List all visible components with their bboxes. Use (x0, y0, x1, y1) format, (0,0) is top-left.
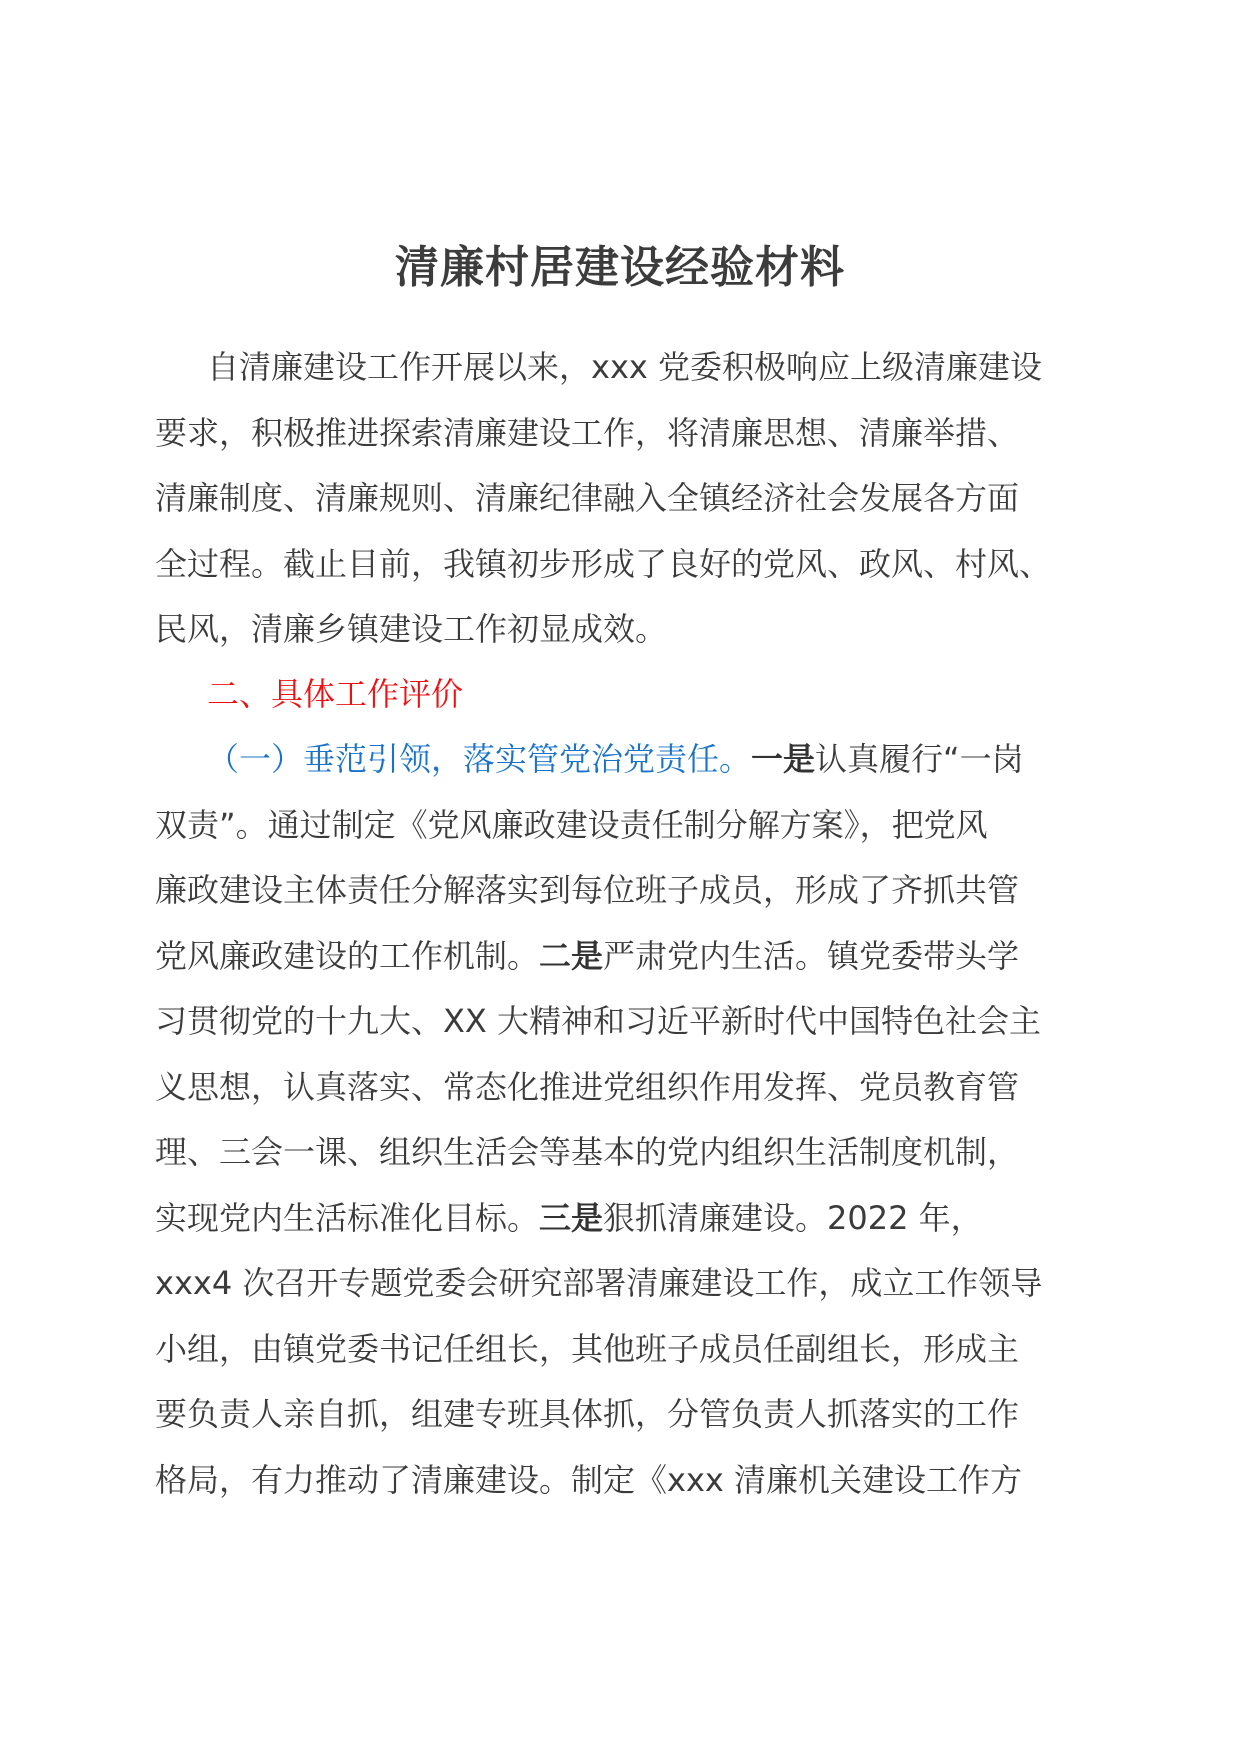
body-line (155, 924, 1085, 990)
body-line: 双责”。通过制定《党风廉政建设责任制分解方案》，把党风 (155, 805, 988, 844)
point2-tail: 实现党内生活标准化目标。 (155, 1198, 540, 1237)
section-heading (155, 662, 1085, 728)
intro-line: 清廉制度、清廉规则、清廉纪律融入全镇经济社会发展各方面 (155, 479, 1020, 517)
body-line: 义思想，认真落实、常态化推进党组织作用发挥、党员教育管 (155, 1067, 1020, 1106)
document-title: 清廉村居建设经验材料 (395, 242, 845, 293)
point1-tail: 党风廉政建设的工作机制。 (155, 936, 540, 975)
point1-text: 认真履行“一岗 (815, 740, 1024, 778)
intro-line: 要求，积极推进探索清廉建设工作，将清廉思想、清廉举措、 (155, 413, 1020, 452)
body-line: 格局，有力推动了清廉建设。制定《xxx 清廉机关建设工作方 (155, 1460, 1022, 1499)
body-line: 要负责人亲自抓，组建专班具体抓，分管负责人抓落实的工作 (155, 1395, 1020, 1433)
body-line: 小组，由镇党委书记任组长，其他班子成员任副组长，形成主 (155, 1329, 1020, 1368)
intro-paragraph (155, 335, 1085, 663)
intro-line: 全过程。截止目前，我镇初步形成了良好的党风、政风、村风、 (155, 544, 1052, 583)
subsection-heading: （一）垂范引领，落实管党治党责任。 (207, 740, 752, 778)
body-line: xxx4 次召开专题党委会研究部署清廉建设工作，成立工作领导 (155, 1264, 1043, 1302)
point2-text: 严肃党内生活。镇党委带头学 (603, 936, 1020, 975)
point1-label: 一是 (751, 740, 816, 778)
body-line: 廉政建设主体责任分解落实到每位班子成员，形成了齐抓共管 (155, 871, 1020, 909)
body-line: 理、三会一课、组织生活会等基本的党内组织生活制度机制， (155, 1133, 1020, 1171)
intro-line: 民风，清廉乡镇建设工作初显成效。 (155, 610, 668, 648)
intro-line: 自清廉建设工作开展以来，xxx 党委积极响应上级清廉建设 (207, 348, 1042, 386)
point3-label: 三是 (539, 1198, 604, 1237)
subsection-first-line (155, 727, 1085, 793)
point2-label: 二是 (539, 936, 604, 975)
body-line (155, 1186, 1085, 1252)
subsection-paragraph (155, 727, 1085, 1513)
section-heading-text: 二、具体工作评价 (207, 675, 464, 713)
point3-text: 狠抓清廉建设。2022 年， (603, 1198, 983, 1237)
body-line: 习贯彻党的十九大、XX 大精神和习近平新时代中国特色社会主 (155, 1002, 1042, 1040)
